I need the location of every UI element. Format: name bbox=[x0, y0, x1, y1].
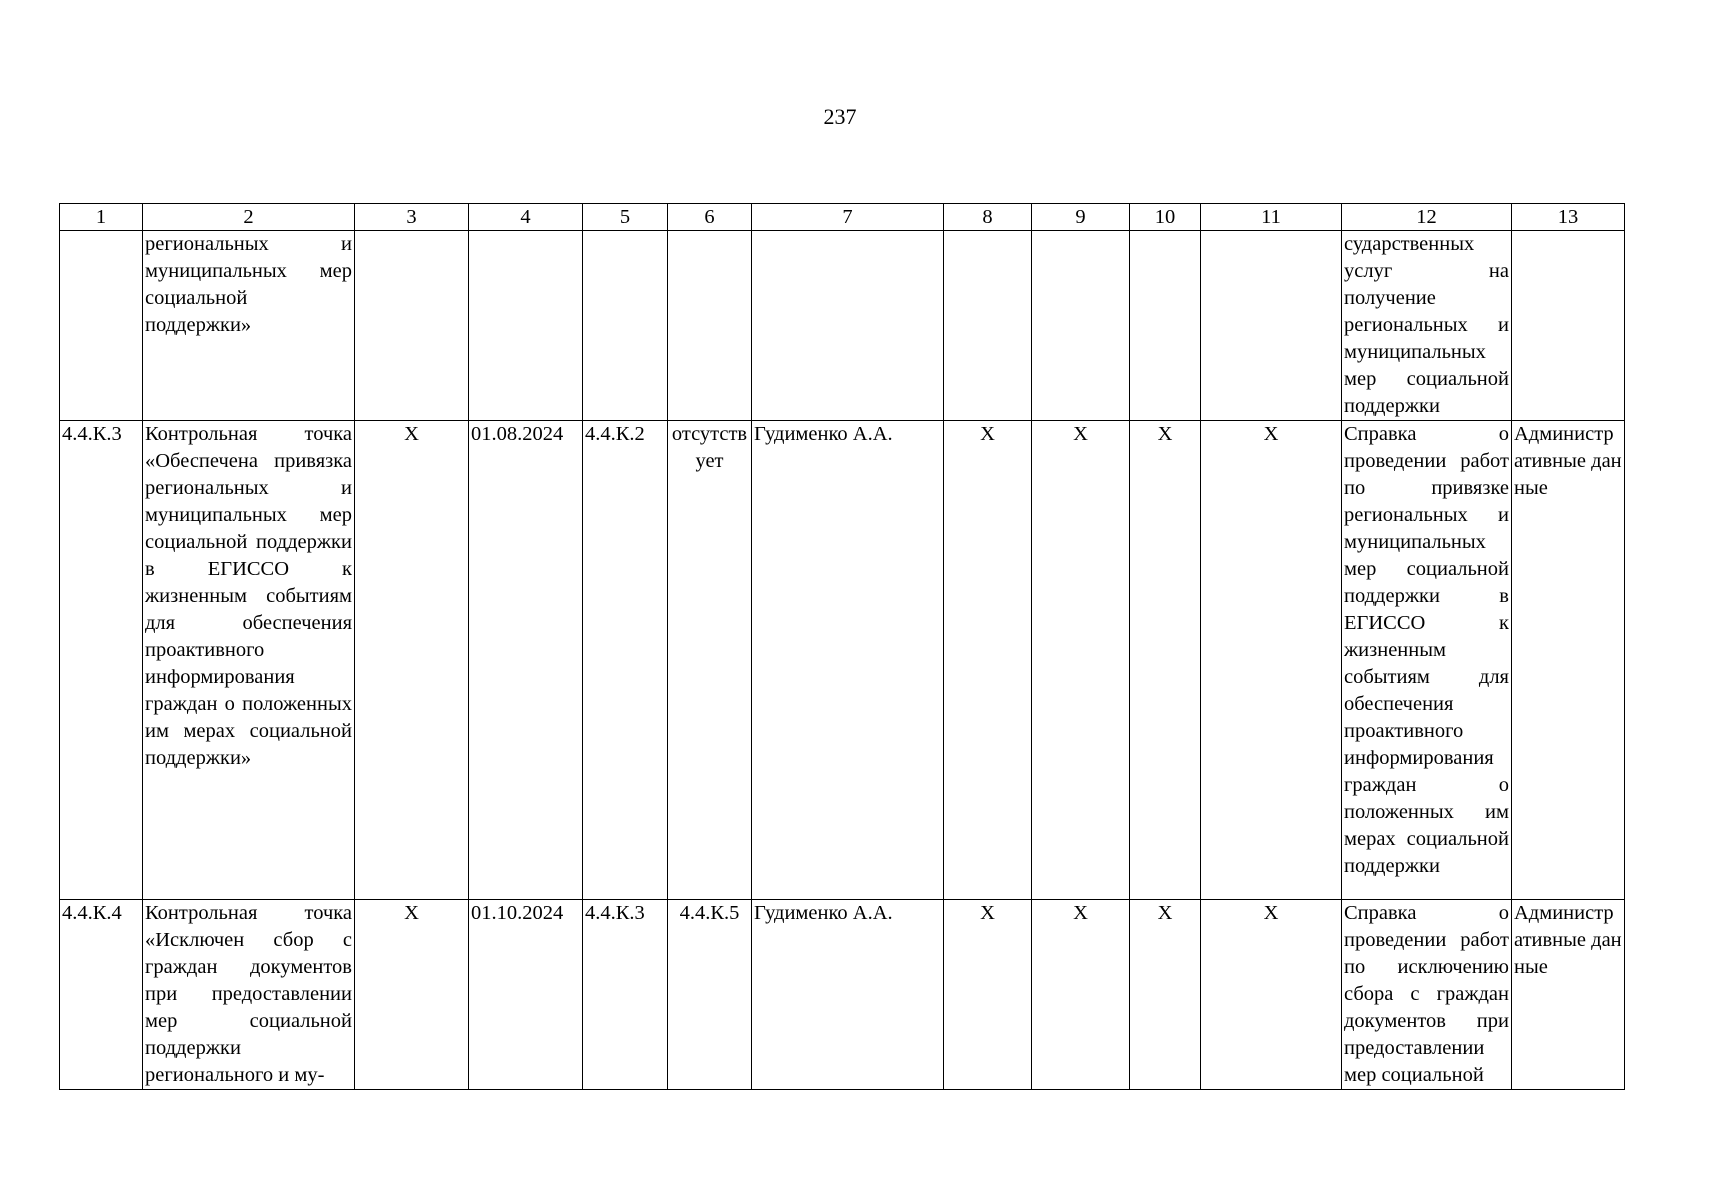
cell-c9: Х bbox=[1032, 421, 1130, 900]
cell-number: 4.4.К.4 bbox=[60, 900, 143, 1090]
header-row bbox=[60, 204, 1625, 231]
cell-predecessor bbox=[583, 231, 668, 421]
column-header: 5 bbox=[583, 204, 668, 231]
cell-c9: Х bbox=[1032, 900, 1130, 1090]
cell-successor: 4.4.К.5 bbox=[668, 900, 752, 1090]
column-header: 7 bbox=[752, 204, 944, 231]
cell-c8 bbox=[944, 231, 1032, 421]
cell-c3: Х bbox=[355, 421, 469, 900]
cell-responsible: Гудименко А.А. bbox=[752, 900, 944, 1090]
cell-c10: Х bbox=[1130, 900, 1201, 1090]
cell-document: сударственных услуг на получение региональных и муниципальных мер социальной поддержки bbox=[1342, 231, 1512, 421]
cell-responsible: Гудименко А.А. bbox=[752, 421, 944, 900]
column-header: 3 bbox=[355, 204, 469, 231]
column-header: 4 bbox=[469, 204, 583, 231]
column-header: 12 bbox=[1342, 204, 1512, 231]
column-header: 13 bbox=[1512, 204, 1625, 231]
column-header: 11 bbox=[1201, 204, 1342, 231]
page-number: 237 bbox=[823, 104, 857, 129]
cell-c11 bbox=[1201, 231, 1342, 421]
cell-number bbox=[60, 231, 143, 421]
cell-c8: Х bbox=[944, 900, 1032, 1090]
cell-document: Справка о проведении работ по привязке региональных и муниципальных мер социальной поддержки в ЕГИССО к жизненным событиям для обеспечения проактивного информирования граждан о положенных им мерах социальной поддержки bbox=[1342, 421, 1512, 900]
column-header: 8 bbox=[944, 204, 1032, 231]
table-row bbox=[60, 421, 1625, 900]
column-header: 9 bbox=[1032, 204, 1130, 231]
cell-date: 01.08.2024 bbox=[469, 421, 583, 900]
document-table bbox=[59, 203, 1625, 1090]
cell-c11: Х bbox=[1201, 421, 1342, 900]
cell-successor bbox=[668, 231, 752, 421]
cell-source: Административные данные bbox=[1512, 421, 1625, 900]
table-row bbox=[60, 231, 1625, 421]
cell-name: региональных и муниципальных мер социальной поддержки» bbox=[143, 231, 355, 421]
cell-predecessor: 4.4.К.3 bbox=[583, 900, 668, 1090]
cell-c3: Х bbox=[355, 900, 469, 1090]
cell-c10: Х bbox=[1130, 421, 1201, 900]
cell-name: Контрольная точка «Исключен сбор с граждан документов при предоставлении мер социальной поддержки регионального и му- bbox=[143, 900, 355, 1090]
cell-source bbox=[1512, 231, 1625, 421]
cell-name: Контрольная точка «Обеспечена привязка региональных и муниципальных мер социальной поддержки в ЕГИССО к жизненным событиям для обеспечения проактивного информирования граждан о положенных им мерах социальной поддержки» bbox=[143, 421, 355, 900]
cell-c3 bbox=[355, 231, 469, 421]
cell-c10 bbox=[1130, 231, 1201, 421]
cell-c8: Х bbox=[944, 421, 1032, 900]
column-header: 2 bbox=[143, 204, 355, 231]
cell-source: Административные данные bbox=[1512, 900, 1625, 1090]
column-header: 10 bbox=[1130, 204, 1201, 231]
column-header: 1 bbox=[60, 204, 143, 231]
table-row bbox=[60, 900, 1625, 1090]
cell-document: Справка о проведении работ по исключению сбора с граждан документов при предоставлении мер социальной bbox=[1342, 900, 1512, 1090]
cell-c11: Х bbox=[1201, 900, 1342, 1090]
cell-date bbox=[469, 231, 583, 421]
cell-predecessor: 4.4.К.2 bbox=[583, 421, 668, 900]
column-header: 6 bbox=[668, 204, 752, 231]
cell-successor: отсутствует bbox=[668, 421, 752, 900]
cell-c9 bbox=[1032, 231, 1130, 421]
cell-date: 01.10.2024 bbox=[469, 900, 583, 1090]
cell-responsible bbox=[752, 231, 944, 421]
cell-number: 4.4.К.3 bbox=[60, 421, 143, 900]
